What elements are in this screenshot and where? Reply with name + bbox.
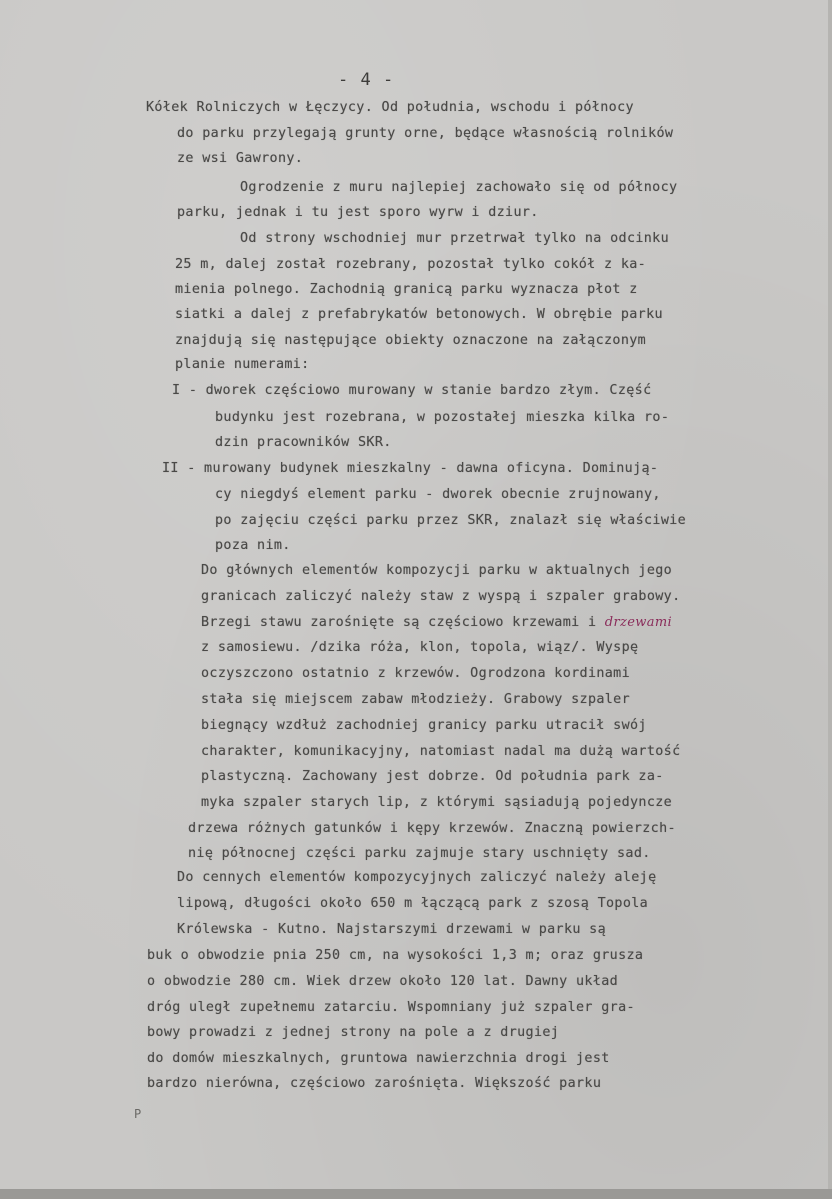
text-line-37: bowy prowadzi z jednej strony na pole a z drugiej [147,1025,560,1040]
text-line-36: dróg uległ zupełnemu zatarciu. Wspomniany już szpaler gra- [147,1000,635,1015]
text-line-16: cy niegdyś element parku - dworek obecnie zrujnowany, [215,487,661,502]
text-line-29: drzewa różnych gatunków i kępy krzewów. Znaczną powierzch- [188,821,676,836]
text-line-7: 25 m, dalej został rozebrany, pozostał tylko cokół z ka- [175,257,647,272]
text-line-13: budynku jest rozebrana, w pozostałej mieszka kilka ro- [215,410,670,425]
text-line-23: oczyszczono ostatnio z krzewów. Ogrodzona kordinami [201,666,631,681]
text-line-14: dzin pracowników SKR. [215,435,392,450]
page-edge-right [828,0,832,1199]
text-line-39: bardzo nierówna, częściowo zarośnięta. Większość parku [147,1076,602,1091]
text-line-19: Do głównych elementów kompozycji parku w aktualnych jego [201,563,673,578]
text-line-38: do domów mieszkalnych, gruntowa nawierzchnia drogi jest [147,1051,610,1066]
text-line-35: o obwodzie 280 cm. Wiek drzew około 120 lat. Dawny układ [147,974,619,989]
corner-mark: P [134,1107,142,1121]
text-line-1: Kółek Rolniczych w Łęczycy. Od południa, wschodu i północy [146,100,634,115]
text-line-32: lipową, długości około 650 m łączącą park z szosą Topola [177,896,649,911]
text-line-26: charakter, komunikacyjny, natomiast nadal ma dużą wartość [201,744,681,759]
text-line-10: znajdują się następujące obiekty oznaczone na załączonym [175,333,647,348]
text-line-15: II - murowany budynek mieszkalny - dawna oficyna. Dominują- [162,461,659,476]
text-line-33: Królewska - Kutno. Najstarszymi drzewami w parku są [177,922,607,937]
text-line-21 [201,615,672,630]
text-line-17: po zajęciu części parku przez SKR, znalazł się właściwie [215,513,687,528]
text-line-31: Do cennych elementów kompozycyjnych zaliczyć należy aleję [177,870,657,885]
text-line-11: planie numerami: [175,357,310,372]
text-line-20: granicach zaliczyć należy staw z wyspą i szpaler grabowy. [201,589,681,604]
text-line-3: ze wsi Gawrony. [177,151,304,166]
handwritten-insert: drzewami [604,615,673,630]
text-line-21-typed: Brzegi stawu zarośnięte są częściowo krzewami i [201,615,597,630]
text-line-9: siatki a dalej z prefabrykatów betonowych. W obrębie parku [175,307,663,322]
text-line-5: parku, jednak i tu jest sporo wyrw i dziur. [177,205,539,220]
text-line-24: stała się miejscem zabaw młodzieży. Grabowy szpaler [201,692,631,707]
text-line-22: z samosiewu. /dzika róża, klon, topola, wiąz/. Wyspę [201,640,639,655]
text-line-30: nię północnej części parku zajmuje stary uschnięty sad. [188,846,651,861]
text-line-27: plastyczną. Zachowany jest dobrze. Od południa park za- [201,769,664,784]
text-line-12: I - dworek częściowo murowany w stanie bardzo złym. Część [172,383,652,398]
page-number: - 4 - [338,70,395,90]
text-line-28: myka szpaler starych lip, z którymi sąsiadują pojedyncze [201,795,673,810]
text-line-2: do parku przylegają grunty orne, będące własnością rolników [177,126,674,141]
text-line-8: mienia polnego. Zachodnią granicą parku wyznacza płot z [175,282,638,297]
page-edge-bottom [0,1189,832,1199]
text-line-18: poza nim. [215,538,291,553]
text-line-34: buk o obwodzie pnia 250 cm, na wysokości 1,3 m; oraz grusza [147,948,644,963]
text-line-6: Od strony wschodniej mur przetrwał tylko na odcinku [240,231,670,246]
text-line-25: biegnący wzdłuż zachodniej granicy parku utracił swój [201,718,647,733]
text-line-4: Ogrodzenie z muru najlepiej zachowało się od północy [240,180,678,195]
